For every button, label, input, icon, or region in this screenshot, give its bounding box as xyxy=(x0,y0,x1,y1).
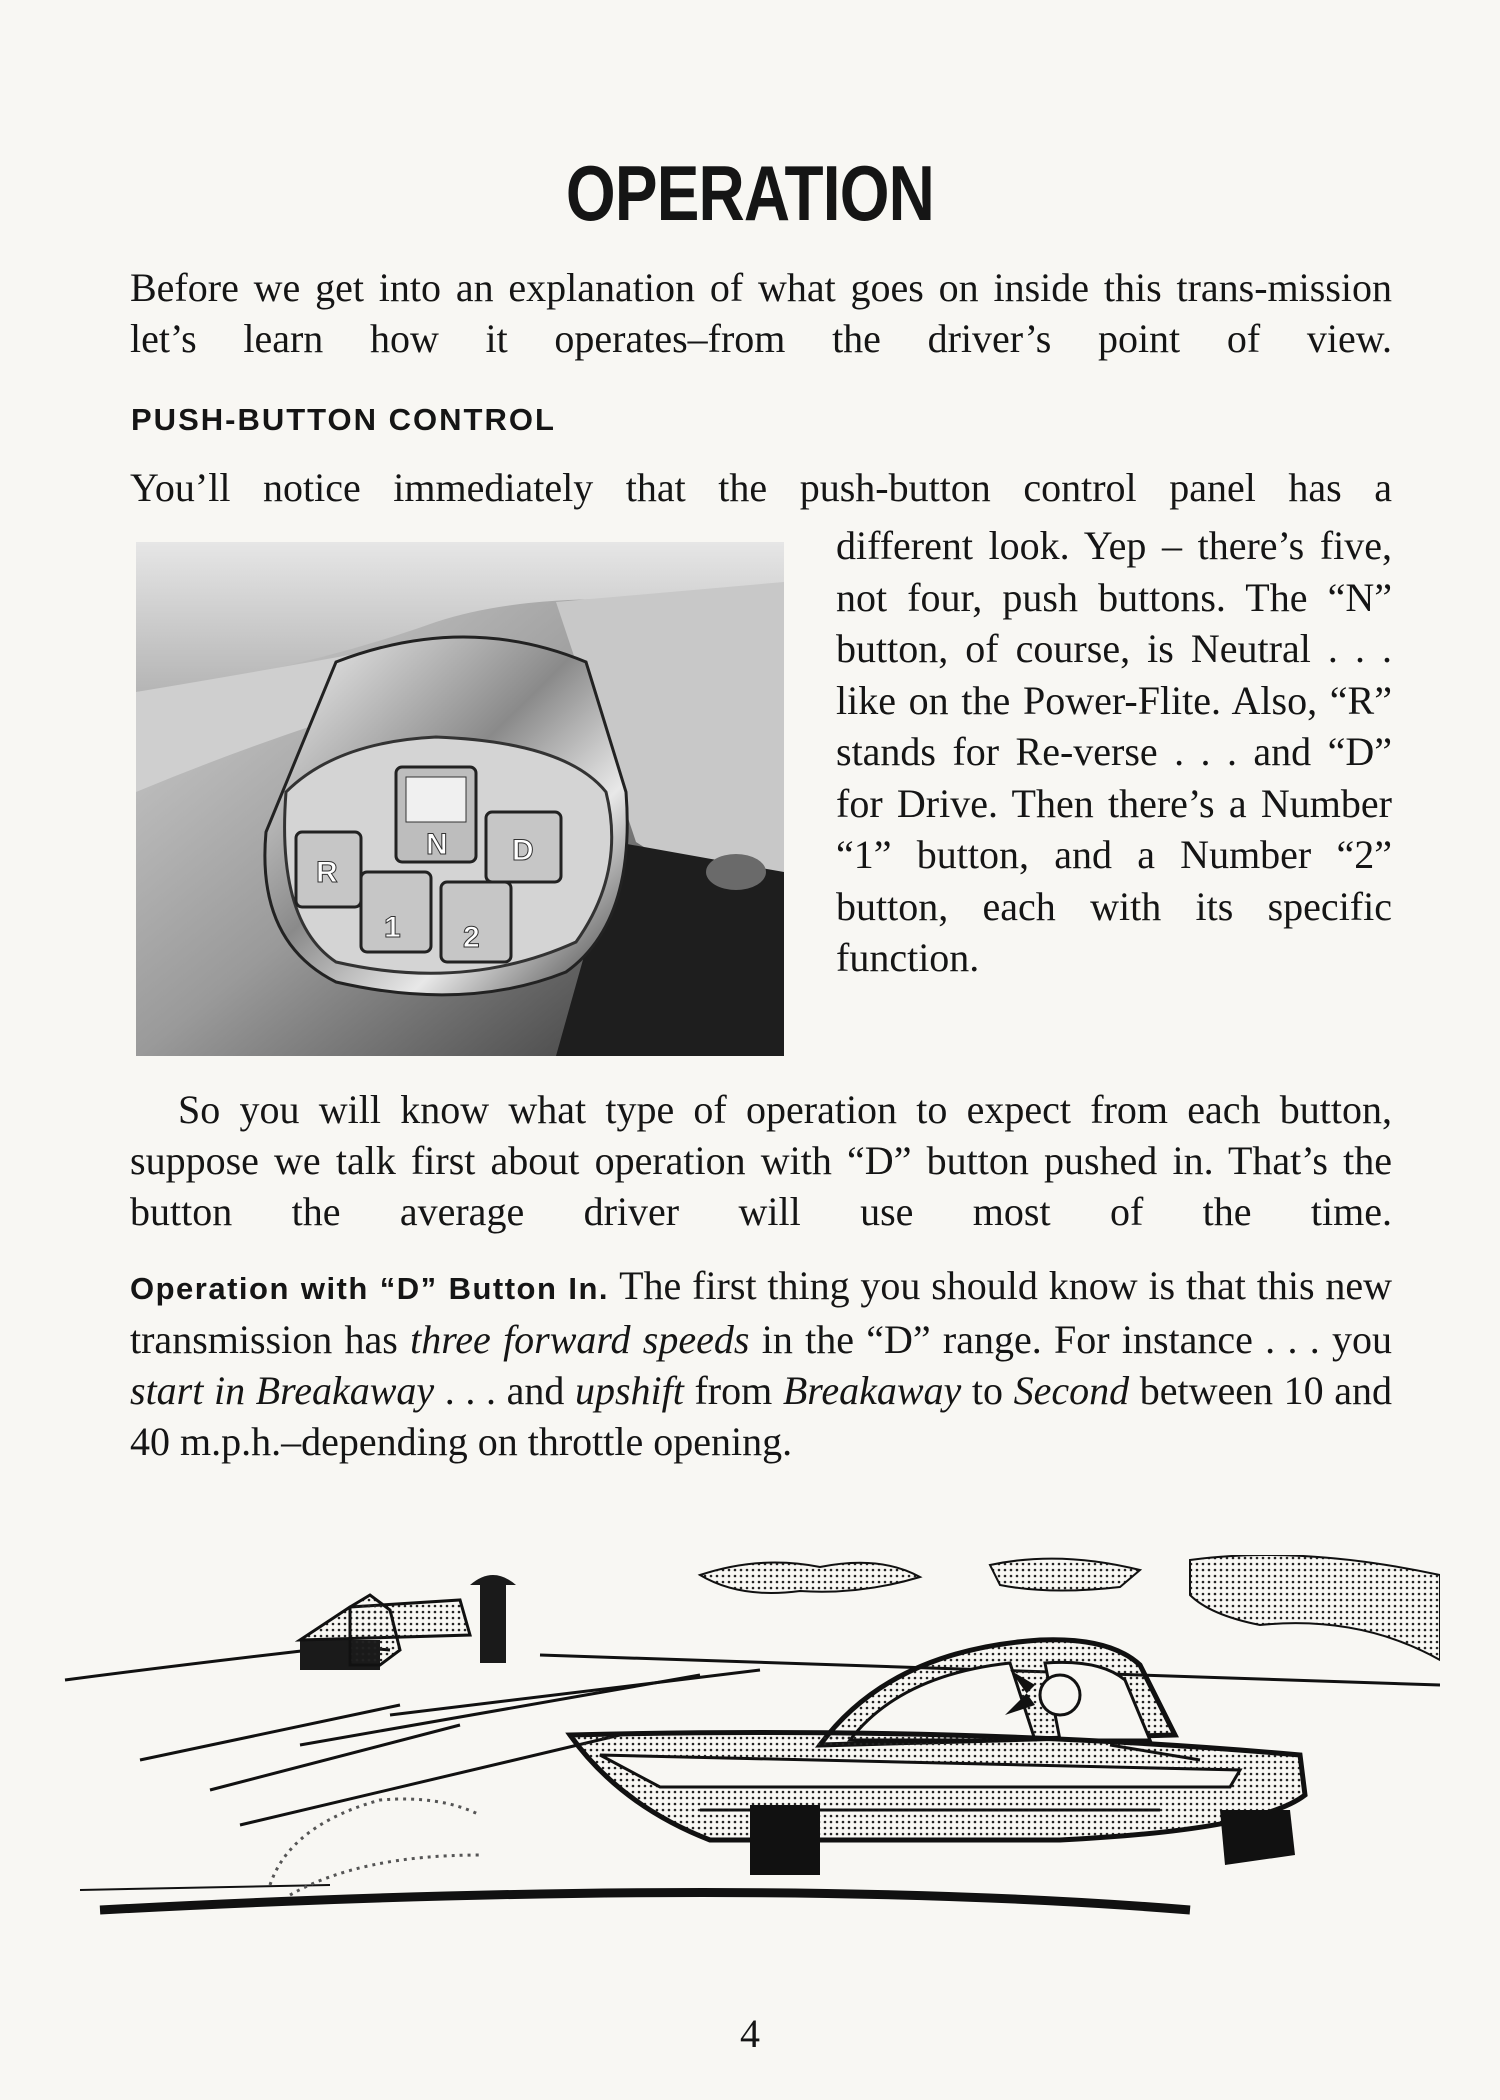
d-button-text-1: The first thing you should know is that this new transmission has xyxy=(130,1263,1392,1362)
d-button-text-3: . . . and xyxy=(434,1368,575,1413)
page-number: 4 xyxy=(740,2011,760,2056)
intro-paragraph: Before we get into an explanation of what goes on inside this trans-mission let’s learn how it operates–from the driver’s point of view. xyxy=(130,265,1392,361)
d-button-paragraph xyxy=(130,1260,1392,1467)
push-button-paragraph-wrapped: different look. Yep – there’s five, not four, push buttons. The “N” button, of course, is Neutral . . . like on the Power-Flite. Also, “R” stands for Re-verse . . . and “D” for Drive. Then there’s a Number “1” button, and a Number “2” button, each with its specific function. xyxy=(836,523,1392,980)
d-button-text-6: between 10 and 40 m.p.h.–depending on throttle opening. xyxy=(130,1368,1392,1464)
svg-text:D: D xyxy=(512,834,534,867)
d-button-text-2: in the “D” range. For instance . . . you xyxy=(749,1317,1392,1362)
push-button-paragraph-first-line: You’ll notice immediately that the push-button control panel has a xyxy=(130,465,1392,510)
page-title: OPERATION xyxy=(565,149,935,237)
expect-paragraph: So you will know what type of operation to expect from each button, suppose we talk first about operation with “D” button pushed in. That’s the button the average driver will use most of the time. xyxy=(130,1087,1392,1234)
d-button-italic-3: upshift xyxy=(574,1368,684,1413)
svg-text:N: N xyxy=(426,828,448,861)
svg-text:2: 2 xyxy=(463,921,480,954)
section-heading-push-button-control: PUSH-BUTTON CONTROL xyxy=(131,402,556,437)
d-button-italic-1: three forward speeds xyxy=(410,1317,750,1362)
d-button-italic-4: Breakaway xyxy=(782,1368,962,1413)
push-button-panel-photo xyxy=(136,542,784,1056)
d-button-text-5: to xyxy=(961,1368,1014,1413)
d-button-italic-5: Second xyxy=(1013,1368,1130,1413)
d-button-text-4: from xyxy=(683,1368,783,1413)
car-cartoon-illustration xyxy=(60,1555,1440,1925)
d-button-italic-2: start in Breakaway xyxy=(130,1368,435,1413)
d-button-runin-heading: Operation with “D” Button In. xyxy=(130,1271,610,1306)
svg-text:R: R xyxy=(316,856,338,889)
svg-text:1: 1 xyxy=(384,911,401,944)
